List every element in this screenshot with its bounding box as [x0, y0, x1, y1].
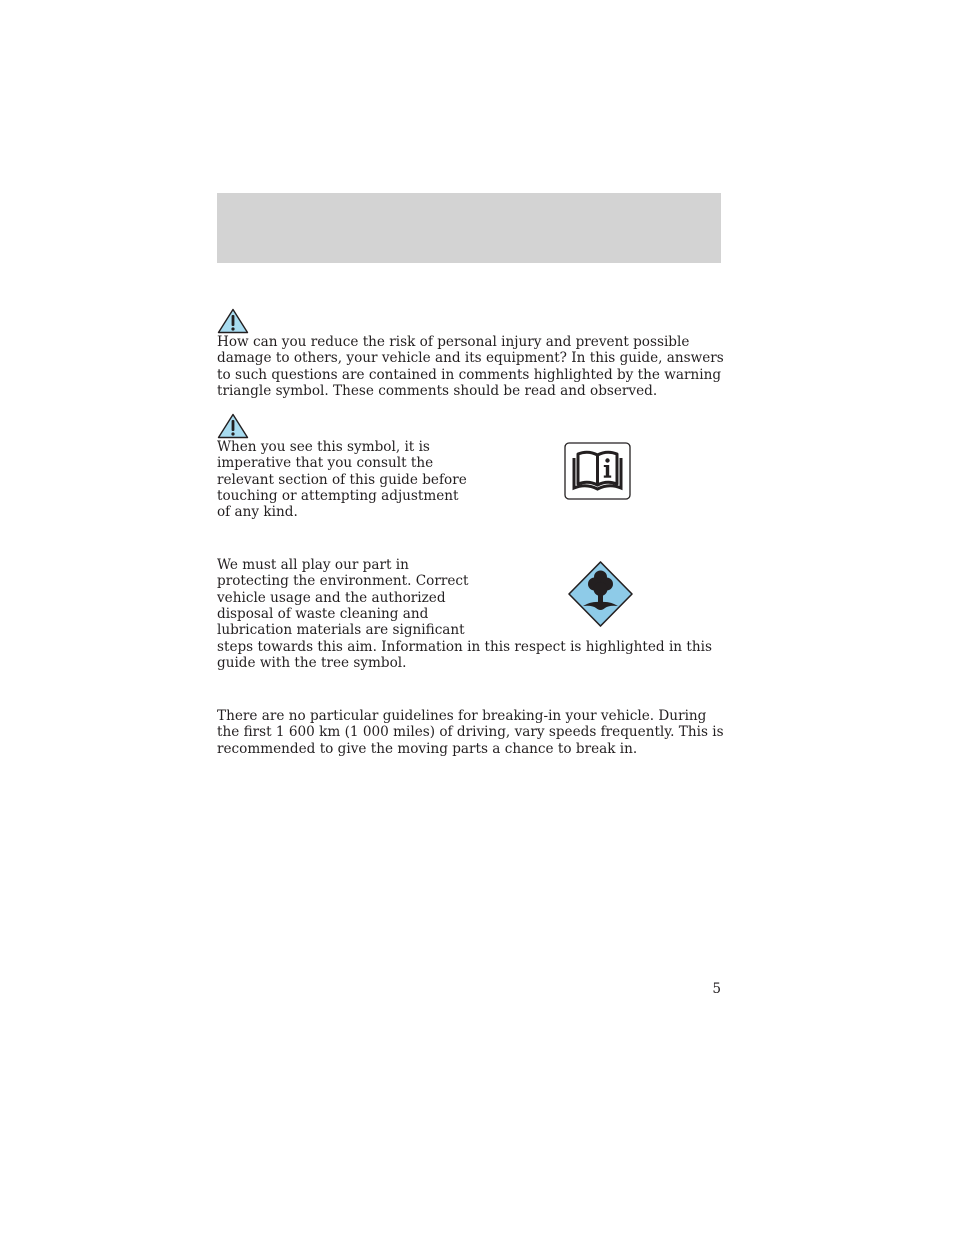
- header-band: [217, 193, 721, 263]
- text-line: triangle symbol. These comments should be read and observed.: [217, 383, 658, 399]
- owner-guide-book-icon: [564, 442, 631, 500]
- text-line: to such questions are contained in comments highlighted by the warning: [217, 367, 722, 383]
- page-number: 5: [712, 981, 721, 997]
- text-line: lubrication materials are significant: [217, 622, 465, 638]
- text-line: of any kind.: [217, 504, 298, 520]
- text-line: protecting the environment. Correct: [217, 573, 469, 589]
- warning-triangle-icon: [217, 413, 249, 439]
- text-line: the first 1 600 km (1 000 miles) of driving, vary speeds frequently. This is: [217, 724, 724, 740]
- text-line: When you see this symbol, it is: [217, 439, 430, 455]
- tree-environment-icon: [567, 560, 634, 628]
- text-line: guide with the tree symbol.: [217, 655, 407, 671]
- text-line: recommended to give the moving parts a chance to break in.: [217, 741, 638, 757]
- text-line: imperative that you consult the: [217, 455, 434, 471]
- text-line: There are no particular guidelines for breaking-in your vehicle. During: [217, 708, 707, 724]
- text-line: relevant section of this guide before: [217, 472, 467, 488]
- text-line: steps towards this aim. Information in this respect is highlighted in this: [217, 639, 712, 655]
- text-line: damage to others, your vehicle and its equipment? In this guide, answers: [217, 350, 724, 366]
- text-line: disposal of waste cleaning and: [217, 606, 429, 622]
- text-line: touching or attempting adjustment: [217, 488, 459, 504]
- warning-triangle-icon: [217, 308, 249, 334]
- text-line: We must all play our part in: [217, 557, 409, 573]
- text-line: vehicle usage and the authorized: [217, 590, 446, 606]
- text-line: How can you reduce the risk of personal injury and prevent possible: [217, 334, 690, 350]
